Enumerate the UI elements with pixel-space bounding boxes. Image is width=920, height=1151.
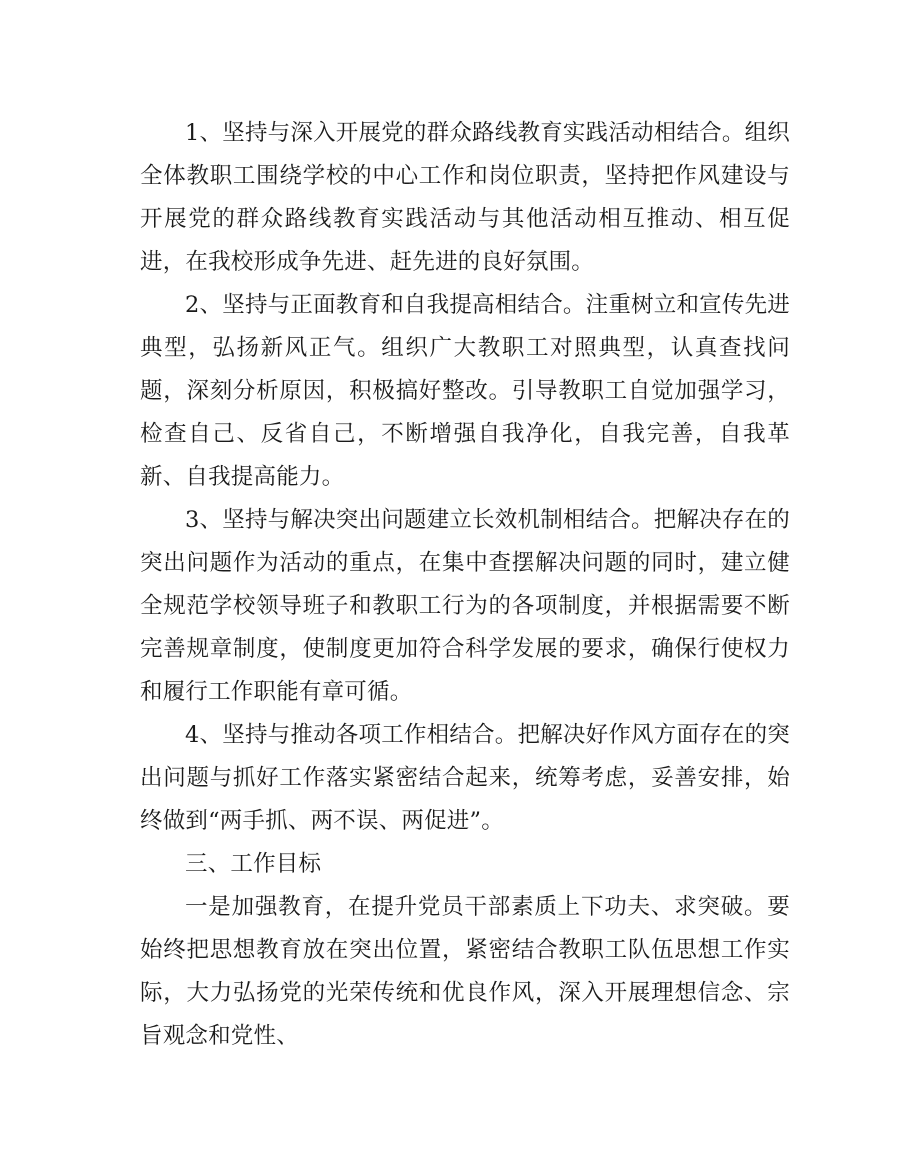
paragraph-principle-4: 4、坚持与推动各项工作相结合。把解决好作风方面存在的突出问题与抓好工作落实紧密结合起来，统筹考虑，妥善安排，始终做到“两手抓、两不误、两促进”。 xyxy=(140,722,790,834)
section-heading-work-goals: 三、工作目标 xyxy=(185,851,322,877)
paragraph-goal-1: 一是加强教育，在提升党员干部素质上下功夫、求突破。要始终把思想教育放在突出位置，紧密结合教职工队伍思想工作实际，大力弘扬党的光荣传统和优良作风，深入开展理想信念、宗旨观念和党性、 xyxy=(140,894,790,1049)
paragraph-principle-3: 3、坚持与解决突出问题建立长效机制相结合。把解决存在的突出问题作为活动的重点，在集中查摆解决问题的同时，建立健全规范学校领导班子和教职工行为的各项制度，并根据需要不断完善规章制度，使制度更加符合科学发展的要求，确保行使权力和履行工作职能有章可循。 xyxy=(140,507,790,705)
paragraph-principle-1: 1、坚持与深入开展党的群众路线教育实践活动相结合。组织全体教职工围绕学校的中心工作和岗位职责，坚持把作风建设与开展党的群众路线教育实践活动与其他活动相互推动、相互促进，在我校形成争先进、赶先进的良好氛围。 xyxy=(140,120,790,275)
document-page xyxy=(140,112,790,1058)
paragraph-principle-2: 2、坚持与正面教育和自我提高相结合。注重树立和宣传先进典型，弘扬新风正气。组织广大教职工对照典型，认真查找问题，深刻分析原因，积极搞好整改。引导教职工自觉加强学习，检查自己、反省自己，不断增强自我净化，自我完善，自我革新、自我提高能力。 xyxy=(140,292,790,490)
